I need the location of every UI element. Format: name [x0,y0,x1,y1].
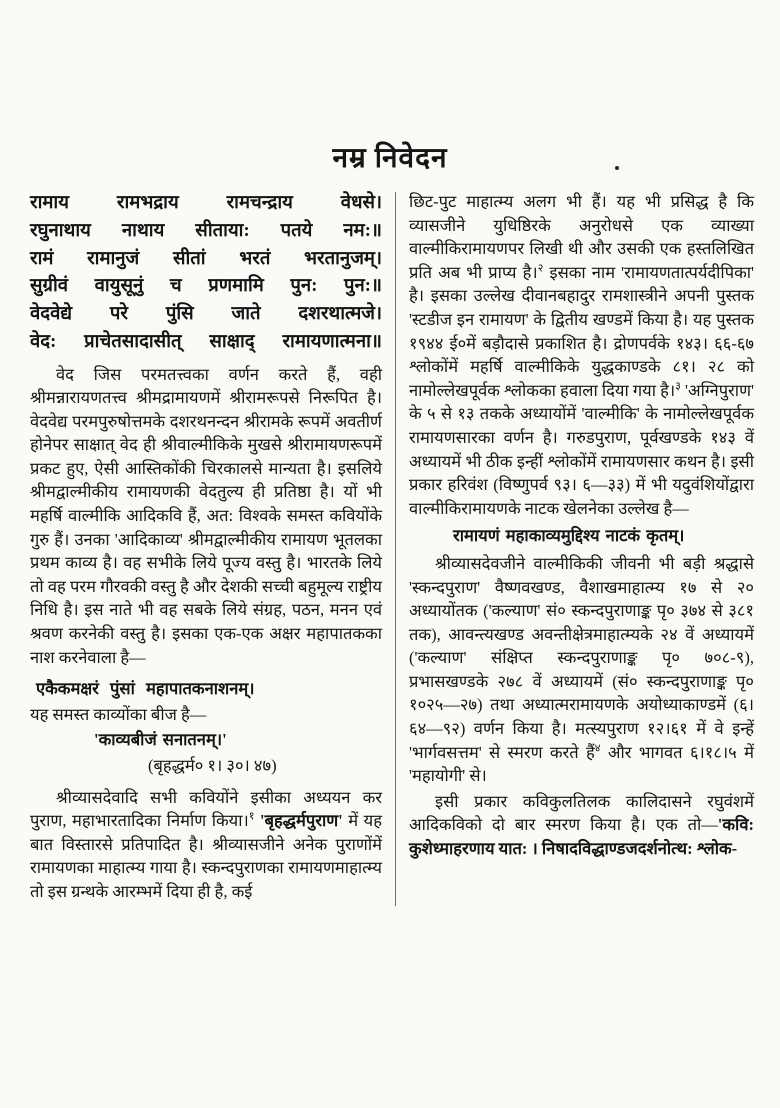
footnote-marker-1: १ [248,810,255,823]
text-segment: 'अग्निपुराण' के ५ से १३ तकके अध्यायोंमें 'वाल्मीकि' के नामोल्लेखपूर्वक रामायणसारका वर्णन है। गरुडपुराण, पूर्वखण्डके १४३ वें अध्यायमें भी ठीक इन्हीं श्लोकोंमें रामायणसार कथन है। इसी प्रकार हरिवंश (विष्णुपर्व ९३। ६—३३) में भी यदुवंशियोंद्वारा वाल्मीकिरामायणके नाटक खेलनेका उल्लेख है— [409,380,754,518]
left-paragraph-1: वेद जिस परमतत्त्वका वर्णन करते हैं, वही श्रीमन्नारायणतत्त्व श्रीमद्रामायणमें श्रीरामरूपसे निरूपित है। वेदवेद्य परमपुरुषोत्तमके दशरथनन्दन श्रीरामके रूपमें अवतीर्ण होनेपर साक्षात् वेद ही श्रीवाल्मीकिके मुखसे श्रीरामायणरूपमें प्रकट हुए, ऐसी आस्तिकोंकी चिरकालसे मान्यता है। इसलिये श्रीमद्वाल्मीकीय रामायणकी वेदतुल्य ही प्रतिष्ठा है। यों भी महर्षि वाल्मीकि आदिकवि हैं, अत: विश्वके समस्त कवियोंके गुरु हैं। उनका 'आदिकाव्य' श्रीमद्वाल्मीकीय रामायण भूतलका प्रथम काव्य है। वह सभीके लिये पूज्य वस्तु है। भारतके लिये तो वह परम गौरवकी वस्तु है और देशकी सच्ची बहुमूल्य राष्ट्रीय निधि है। इस नाते भी वह सबके लिये संग्रह, पठन, मनन एवं श्रवण करनेकी वस्तु है। इसका एक-एक अक्षर महापातकका नाश करनेवाला है— [30,364,382,667]
footnote-marker-3: ३ [675,380,681,393]
verse-line: वेद: प्राचेतसादासीत् साक्षाद् रामायणात्मना॥ [30,331,382,352]
text-segment: श्रीव्यासदेवादि सभी कवियोंने इसीका अध्ययन कर पुराण, महाभारतादिका निर्माण किया। [30,787,382,831]
scan-artifact-dot [615,166,619,170]
quoted-shloka-bold: 'कवि: कुशेध्माहरणाय यात: । निषादविद्धाण्डजदर्शनोत्थ: श्लोक- [409,815,754,859]
text-segment: इसका नाम 'रामायणतात्पर्यदीपिका' है। इसका उल्लेख दीवानबहादुर रामशास्त्रीने अपनी पुस्तक 'स्टडीज इन रामायण' के द्वितीय खण्डमें किया है। यह पुस्तक १९४४ ई०में बड़ौदासे प्रकाशित है। द्रोणपर्वके १४३। ६६-६७ श्लोकोंमें महर्षि वाल्मीकिके युद्धकाण्डके ८१। २८ को नामोल्लेखपूर्वक श्लोकका हवाला दिया गया है। [409,262,754,400]
text-segment: इसी प्रकार कविकुलतिलक कालिदासने रघुवंशमें आदिकविको दो बार स्मरण किया है। एक तो— [409,791,754,835]
citation-brihaddharma: (बृहद्धर्म० १। ३०। ४७) [148,756,277,775]
text-segment: और भागवत ६।१८।५ में 'महायोगी' से। [409,742,754,786]
two-column-layout [0,176,780,906]
shloka-ekaika: एकैकमक्षरं पुंसां महापातकनाशनम्। [36,679,255,699]
right-paragraph-1 [409,190,754,520]
text-segment: में यह बात विस्तारसे प्रतिपादित है। श्रीव्यासजीने अनेक पुराणोंमें रामायणका माहात्म्य गाया है। स्कन्दपुराणका रामायणमाहात्म्य तो इस ग्रन्थके आरम्भमें दिया ही है, कई [30,811,382,901]
left-paragraph-2 [30,786,382,904]
footnote-marker-4: ४ [594,742,601,755]
page-title: नम्र निवेदन [332,143,448,174]
verse-line: वेदवेद्ये परे पुंसि जाते दशरथात्मजे। [30,304,382,324]
bridge-line: यह समस्त काव्योंका बीज है— [30,704,207,724]
verse-line: रामाय रामभद्राय रामचन्द्राय वेधसे। [30,193,382,213]
book-name-bold: 'बृहद्धर्मपुराण' [254,811,349,831]
column-divider-rule [395,192,396,906]
shloka-kavyabija: 'काव्यबीजं सनातनम्।' [94,730,227,750]
invocation-verse [30,190,382,357]
right-paragraph-3 [409,790,754,861]
right-paragraph-2 [409,552,754,788]
text-segment: छिट-पुट माहात्म्य अलग भी हैं। यह भी प्रसिद्ध है कि व्यासजीने युधिष्ठिरके अनुरोधसे एक व्याख्या वाल्मीकिरामायणपर लिखी थी और उसकी एक हस्तलिखित प्रति अब भी प्राप्य है। [409,192,754,282]
verse-line: रामं रामानुजं सीतां भरतं भरतानुजम्। [30,248,382,269]
shloka-natakam: रामायणं महाकाव्यमुद्दिश्य नाटकं कृतम्। [453,526,685,546]
left-column [30,190,382,906]
right-column [409,190,754,906]
verse-line: सुग्रीवं वायुसूनुं च प्रणमामि पुन: पुन:॥ [30,276,382,297]
footnote-marker-2: २ [537,262,544,275]
text-segment: श्रीव्यासदेवजीने वाल्मीकिकी जीवनी भी बड़ी श्रद्धासे 'स्कन्दपुराण' वैष्णवखण्ड, वैशाखमाहात्म्य १७ से २० अध्यायोंतक ('कल्याण' सं० स्कन्दपुराणाङ्क पृ० ३७४ से ३८१ तक), आवन्त्यखण्ड अवन्तीक्षेत्रमाहात्म्यके २४ वें अध्यायमें ('कल्याण' संक्षिप्त स्कन्दपुराणाङ्क पृ० ७०८-९), प्रभासखण्डके २७८ वें अध्यायमें (सं० स्कन्दपुराणाङ्क पृ० १०२५—२७) तथा अध्यात्मरामायणके अयोध्याकाण्डमें (६।६४—९२) वर्णन किया है। मत्स्यपुराण १२।६१ में वे इन्हें 'भार्गवसत्तम' से स्मरण करते हैं [409,553,754,762]
verse-line: रघुनाथाय नाथाय सीताया: पतये नम:॥ [30,220,382,241]
